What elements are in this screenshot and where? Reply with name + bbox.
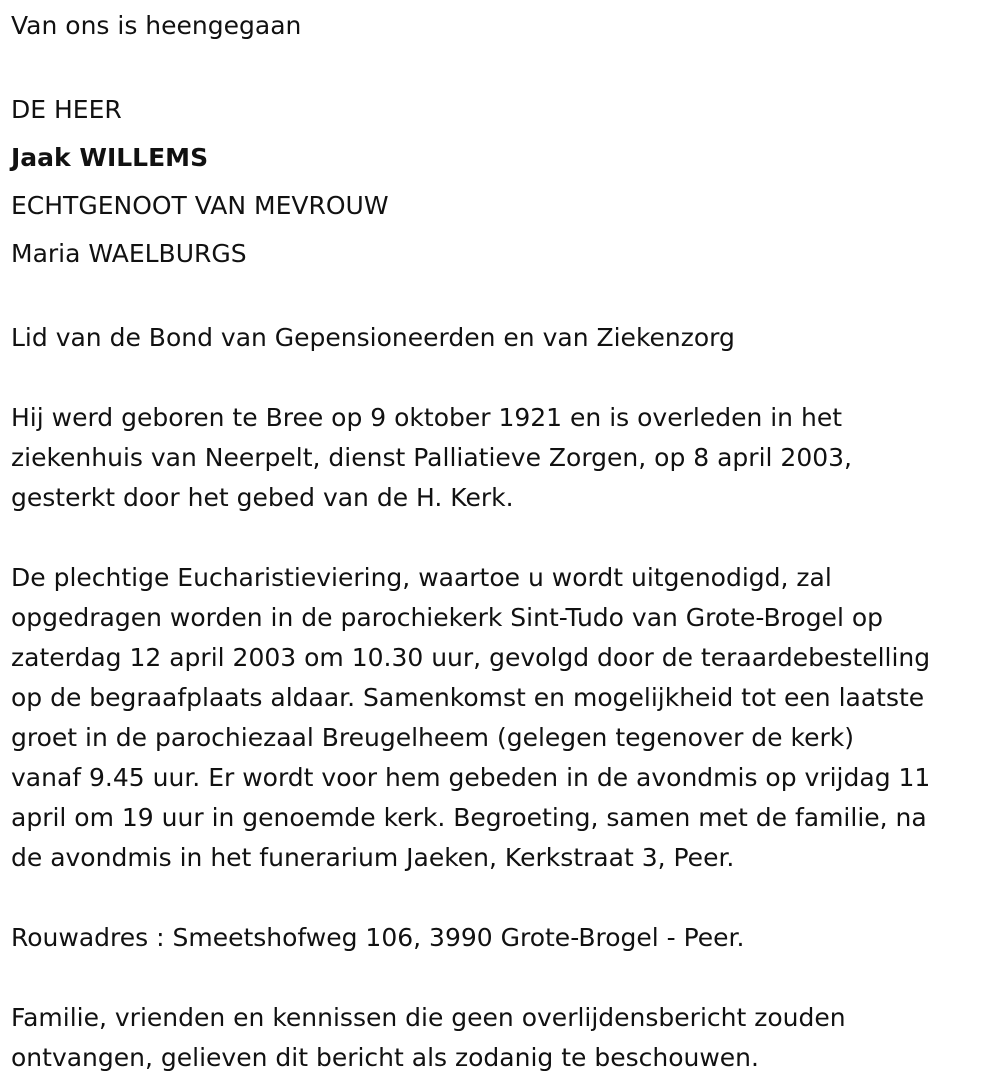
spouse-name: Maria WAELBURGS <box>11 239 247 268</box>
paragraph-line: De plechtige Eucharistieviering, waartoe u wordt uitgenodigd, zal <box>11 563 832 592</box>
spacer <box>11 878 991 918</box>
spacer <box>11 358 991 398</box>
membership-line: Lid van de Bond van Gepensioneerden en van Ziekenzorg <box>11 323 735 352</box>
address-line: Rouwadres : Smeetshofweg 106, 3990 Grote-Brogel - Peer. <box>11 923 745 952</box>
paragraph-line: ziekenhuis van Neerpelt, dienst Palliatieve Zorgen, op 8 april 2003, <box>11 443 852 472</box>
paragraph-line: op de begraafplaats aldaar. Samenkomst en mogelijkheid tot een laatste <box>11 683 925 712</box>
paragraph-line: zaterdag 12 april 2003 om 10.30 uur, gevolgd door de teraardebestelling <box>11 643 931 672</box>
spouse-label: ECHTGENOOT VAN MEVROUW <box>11 191 389 220</box>
deceased-name: Jaak WILLEMS <box>11 143 209 172</box>
paragraph-line: ontvangen, gelieven dit bericht als zodanig te beschouwen. <box>11 1043 759 1072</box>
paragraph-line: april om 19 uur in genoemde kerk. Begroeting, samen met de familie, na <box>11 803 927 832</box>
intro-line: Van ons is heengegaan <box>11 11 302 40</box>
paragraph-line: Familie, vrienden en kennissen die geen overlijdensbericht zouden <box>11 1003 846 1032</box>
spacer <box>11 278 991 318</box>
paragraph-line: Hij werd geboren te Bree op 9 oktober 1921 en is overleden in het <box>11 403 843 432</box>
paragraph-line: gesterkt door het gebed van de H. Kerk. <box>11 483 514 512</box>
paragraph-line: de avondmis in het funerarium Jaeken, Kerkstraat 3, Peer. <box>11 843 735 872</box>
ceremony-paragraph <box>11 558 991 878</box>
title-line: DE HEER <box>11 95 122 124</box>
spacer <box>11 46 991 86</box>
spacer <box>11 958 991 998</box>
paragraph-line: opgedragen worden in de parochiekerk Sint-Tudo van Grote-Brogel op <box>11 603 883 632</box>
spacer <box>11 518 991 558</box>
obituary-document <box>11 6 991 1078</box>
birth-death-paragraph <box>11 398 991 518</box>
paragraph-line: groet in de parochiezaal Breugelheem (gelegen tegenover de kerk) <box>11 723 854 752</box>
notice-paragraph <box>11 998 991 1078</box>
paragraph-line: vanaf 9.45 uur. Er wordt voor hem gebeden in de avondmis op vrijdag 11 <box>11 763 931 792</box>
